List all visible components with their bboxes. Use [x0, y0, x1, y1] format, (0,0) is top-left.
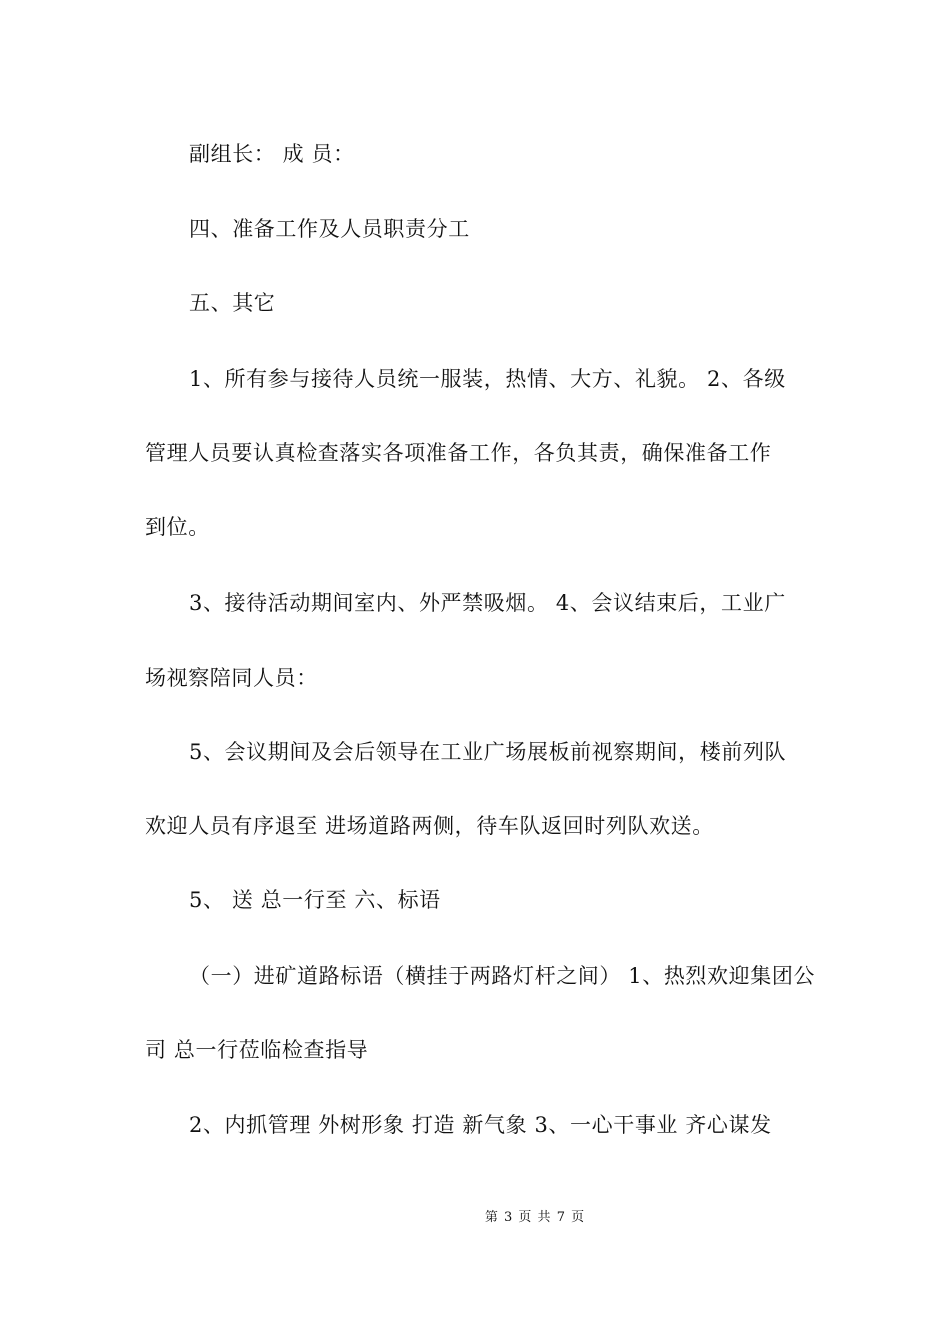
text-line: 场视察陪同人员： [145, 666, 318, 690]
text-line: 到位。 [145, 515, 210, 539]
text-line: 1、所有参与接待人员统一服装，热情、大方、礼貌。 2、各级 [189, 367, 786, 391]
text-line: 司 总一行莅临检查指导 [145, 1038, 369, 1062]
text-line: 2、内抓管理 外树形象 打造 新气象 3、一心干事业 齐心谋发 [189, 1113, 772, 1137]
text-line: 管理人员要认真检查落实各项准备工作，各负其责，确保准备工作 [145, 441, 772, 465]
text-line: 欢迎人员有序退至 进场道路两侧，待车队返回时列队欢送。 [145, 814, 714, 838]
text-line: 副组长： 成 员： [189, 142, 355, 166]
page-number-footer: 第 3 页 共 7 页 [484, 1210, 586, 1225]
text-line: 5、 送 总一行至 六、标语 [189, 888, 441, 912]
text-line: （一）进矿道路标语（横挂于两路灯杆之间） 1、热烈欢迎集团公 [189, 964, 816, 988]
text-line: 3、接待活动期间室内、外严禁吸烟。 4、会议结束后，工业广 [189, 591, 786, 615]
text-line: 5、会议期间及会后领导在工业广场展板前视察期间，楼前列队 [189, 740, 787, 764]
section-heading: 四、准备工作及人员职责分工 [189, 217, 470, 241]
section-heading: 五、其它 [189, 291, 276, 315]
